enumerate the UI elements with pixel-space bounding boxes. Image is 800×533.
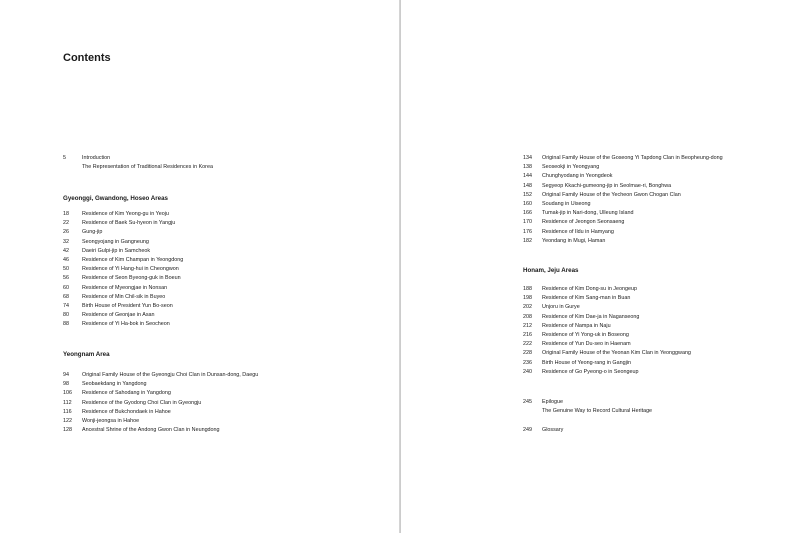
page-number: 112 bbox=[63, 399, 72, 406]
toc-entry[interactable] bbox=[523, 237, 723, 246]
toc-entry-introduction[interactable] bbox=[63, 154, 213, 163]
entry-subtitle: The Genuine Way to Record Cultural Heritage bbox=[542, 408, 653, 415]
toc-entry[interactable] bbox=[523, 349, 691, 358]
entry-title: Ancestral Shrine of the Andong Gwon Clan in Neungdong bbox=[82, 427, 220, 434]
toc-entry[interactable] bbox=[63, 311, 183, 320]
toc-entry[interactable] bbox=[523, 340, 691, 349]
entry-title: Residence of Kim Dong-su in Jeongeup bbox=[542, 286, 637, 292]
epilogue-section bbox=[523, 398, 652, 416]
entry-title: Original Family House of the Yeonan Kim Clan in Yeonggwang bbox=[542, 350, 691, 357]
entry-title: Residence of Seon Byeong-guk in Boeun bbox=[82, 275, 181, 282]
toc-entry[interactable] bbox=[523, 172, 723, 181]
page-number: 170 bbox=[523, 219, 532, 226]
entry-title: Residence of Yun Du-seo in Haenam bbox=[542, 341, 631, 348]
entry-title: Birth House of President Yun Bo-seon bbox=[82, 302, 173, 309]
entry-title: Seobaekdang in Yangdong bbox=[82, 381, 147, 388]
page-number: 88 bbox=[63, 321, 69, 328]
page-number: 26 bbox=[63, 229, 69, 236]
toc-entry[interactable] bbox=[63, 247, 183, 256]
entry-title: Residence of the Gyodong Choi Clan in Gyeongju bbox=[82, 399, 202, 406]
toc-entry[interactable] bbox=[63, 219, 183, 228]
toc-entry[interactable] bbox=[63, 274, 183, 283]
entry-title: Unjoru in Gurye bbox=[542, 304, 580, 311]
page-number: 138 bbox=[523, 164, 532, 171]
page-number: 240 bbox=[523, 368, 532, 375]
entry-title: Yeondang in Mugi, Haman bbox=[542, 237, 606, 244]
toc-entry[interactable] bbox=[523, 191, 723, 200]
entry-subtitle: The Representation of Traditional Residences in Korea bbox=[82, 164, 213, 171]
toc-entry[interactable] bbox=[63, 293, 183, 302]
page-number: 222 bbox=[523, 341, 532, 348]
entry-title: Wonji-jeongsa in Hahoe bbox=[82, 417, 140, 424]
toc-entry[interactable] bbox=[523, 359, 691, 368]
toc-list bbox=[63, 210, 183, 329]
toc-entry[interactable] bbox=[63, 417, 258, 426]
page-number: 106 bbox=[63, 390, 72, 397]
section-gyeonggi bbox=[63, 194, 183, 329]
glossary-section bbox=[523, 426, 563, 435]
entry-title: Introduction bbox=[82, 155, 111, 161]
right-page bbox=[401, 0, 800, 533]
entry-title: Glossary bbox=[542, 427, 564, 433]
page-number: 122 bbox=[63, 417, 72, 424]
page-number: 134 bbox=[523, 155, 532, 161]
toc-entry[interactable] bbox=[523, 154, 723, 163]
entry-title: Tumak-jip in Nari-dong, Ulleung Island bbox=[542, 210, 634, 217]
page-number: 188 bbox=[523, 286, 532, 292]
entry-title: Gung-jip bbox=[82, 229, 103, 236]
entry-title: Residence of Go Pyeong-o in Seongeup bbox=[542, 368, 639, 375]
toc-entry[interactable] bbox=[63, 284, 183, 293]
section-heading: Honam, Jeju Areas bbox=[523, 267, 579, 274]
toc-entry[interactable] bbox=[523, 228, 723, 237]
entry-title: Seongyojang in Gangneung bbox=[82, 238, 149, 245]
entry-title: Residence of Yi Yong-uk in Boseong bbox=[542, 331, 629, 338]
contents-title: Contents bbox=[63, 52, 111, 64]
section-honam bbox=[523, 266, 691, 377]
entry-title: Residence of Myeongjae in Nonsan bbox=[82, 284, 168, 291]
section-heading: Gyeonggi, Gwandong, Hoseo Areas bbox=[63, 195, 168, 202]
intro-section bbox=[63, 154, 213, 172]
page-number: 208 bbox=[523, 313, 532, 320]
toc-entry[interactable] bbox=[63, 256, 183, 265]
entry-title: Epilogue bbox=[542, 399, 563, 405]
page-number: 46 bbox=[63, 256, 69, 263]
page-number: 74 bbox=[63, 302, 69, 309]
toc-entry[interactable] bbox=[63, 210, 183, 219]
page-number: 152 bbox=[523, 191, 532, 198]
toc-entry[interactable] bbox=[523, 200, 723, 209]
entry-title: Residence of Kim Yeong-gu in Yeoju bbox=[82, 211, 169, 217]
page-number: 202 bbox=[523, 304, 532, 311]
toc-entry[interactable] bbox=[63, 426, 258, 435]
toc-entry[interactable] bbox=[523, 294, 691, 303]
toc-entry[interactable] bbox=[63, 408, 258, 417]
page-number: 144 bbox=[523, 173, 532, 180]
entry-title: Daeiri Gulpi-jip in Samcheok bbox=[82, 247, 151, 254]
entry-title: Seoseokji in Yeongyang bbox=[542, 164, 600, 171]
toc-entry[interactable] bbox=[523, 218, 723, 227]
entry-title: Residence of Baek Su-hyeon in Yangju bbox=[82, 220, 176, 227]
entry-title: Soudang in Uiseong bbox=[542, 200, 591, 207]
toc-entry[interactable] bbox=[63, 320, 183, 329]
toc-entry[interactable] bbox=[63, 265, 183, 274]
entry-title: Residence of Yi Hang-hui in Cheongwon bbox=[82, 266, 179, 273]
page-number: 216 bbox=[523, 331, 532, 338]
page-number: 98 bbox=[63, 381, 69, 388]
entry-title: Residence of Yi Ha-bok in Seocheon bbox=[82, 321, 170, 328]
entry-title: Residence of Kim Champan in Yeongdong bbox=[82, 256, 184, 263]
page-number: 236 bbox=[523, 359, 532, 366]
entry-title: Original Family House of the Gyeongju Choi Clan in Dunsan-dong, Daegu bbox=[82, 372, 259, 378]
page-number: 18 bbox=[63, 211, 69, 217]
entry-title: Residence of Kim Sang-man in Buan bbox=[542, 295, 631, 302]
toc-entry[interactable] bbox=[63, 380, 258, 389]
page-number: 249 bbox=[523, 427, 532, 433]
entry-title: Segyeop Kkachi-gumeong-jip in Seolmae-ri, Bonghwa bbox=[542, 182, 672, 189]
page-number: 198 bbox=[523, 295, 532, 302]
toc-list bbox=[63, 371, 258, 435]
page-number: 22 bbox=[63, 220, 69, 227]
page-number: 68 bbox=[63, 293, 69, 300]
entry-title: Original Family House of the Goseong Yi Tapdong Clan in Beopheung-dong bbox=[542, 155, 723, 161]
page-number: 60 bbox=[63, 284, 69, 291]
toc-entry[interactable] bbox=[523, 163, 723, 172]
toc-entry[interactable] bbox=[63, 371, 258, 380]
entry-title: Chunghyodang in Yeongdeok bbox=[542, 173, 613, 180]
page-number: 160 bbox=[523, 200, 532, 207]
entry-title: Residence of Min Chil-sik in Buyeo bbox=[82, 293, 166, 300]
left-page bbox=[0, 0, 399, 533]
toc-entry[interactable] bbox=[63, 228, 183, 237]
page-number: 245 bbox=[523, 399, 532, 405]
toc-entry[interactable] bbox=[63, 389, 258, 398]
page-number: 116 bbox=[63, 408, 72, 415]
toc-entry[interactable] bbox=[523, 303, 691, 312]
page-number: 182 bbox=[523, 237, 532, 244]
entry-title: Residence of Bukchondaek in Hahoe bbox=[82, 408, 171, 415]
section-yeongnam bbox=[63, 350, 258, 435]
toc-entry-glossary[interactable] bbox=[523, 426, 563, 435]
toc-entry[interactable] bbox=[523, 331, 691, 340]
toc-entry[interactable] bbox=[63, 302, 183, 311]
page-number: 56 bbox=[63, 275, 69, 282]
entry-title: Residence of Sahodang in Yangdong bbox=[82, 390, 171, 397]
page-number: 148 bbox=[523, 182, 532, 189]
page-number: 50 bbox=[63, 266, 69, 273]
section-yeongnam-continued bbox=[523, 154, 723, 246]
toc-entry[interactable] bbox=[523, 313, 691, 322]
page-number: 128 bbox=[63, 427, 72, 434]
entry-title: Original Family House of the Yecheon Gwon Chogan Clan bbox=[542, 191, 681, 198]
page-number: 5 bbox=[63, 155, 66, 161]
entry-title: Residence of Jeongon Seonsaeng bbox=[542, 219, 625, 226]
entry-title: Birth House of Yeong-rang in Gangjin bbox=[542, 359, 632, 366]
entry-title: Residence of Kim Dae-ja in Naganseong bbox=[542, 313, 640, 320]
entry-title: Residence of Geonjae in Asan bbox=[82, 312, 155, 319]
entry-title: Residence of Nampa in Naju bbox=[542, 322, 611, 329]
toc-entry[interactable] bbox=[523, 322, 691, 331]
page-number: 166 bbox=[523, 210, 532, 217]
toc-entry[interactable] bbox=[523, 182, 723, 191]
page-number: 176 bbox=[523, 228, 532, 235]
toc-entry[interactable] bbox=[63, 399, 258, 408]
toc-entry-epilogue[interactable] bbox=[523, 398, 652, 407]
toc-entry[interactable] bbox=[523, 368, 691, 377]
toc-entry[interactable] bbox=[523, 209, 723, 218]
toc-list bbox=[523, 154, 723, 246]
page-number: 212 bbox=[523, 322, 532, 329]
page-number: 80 bbox=[63, 312, 69, 319]
section-heading: Yeongnam Area bbox=[63, 351, 110, 358]
toc-entry[interactable] bbox=[523, 285, 691, 294]
toc-list bbox=[523, 285, 691, 377]
page-number: 42 bbox=[63, 247, 69, 254]
page-number: 228 bbox=[523, 350, 532, 357]
entry-title: Residence of Ildu in Hamyang bbox=[542, 228, 614, 235]
page-number: 32 bbox=[63, 238, 69, 245]
page-number: 94 bbox=[63, 372, 69, 378]
toc-entry[interactable] bbox=[63, 238, 183, 247]
